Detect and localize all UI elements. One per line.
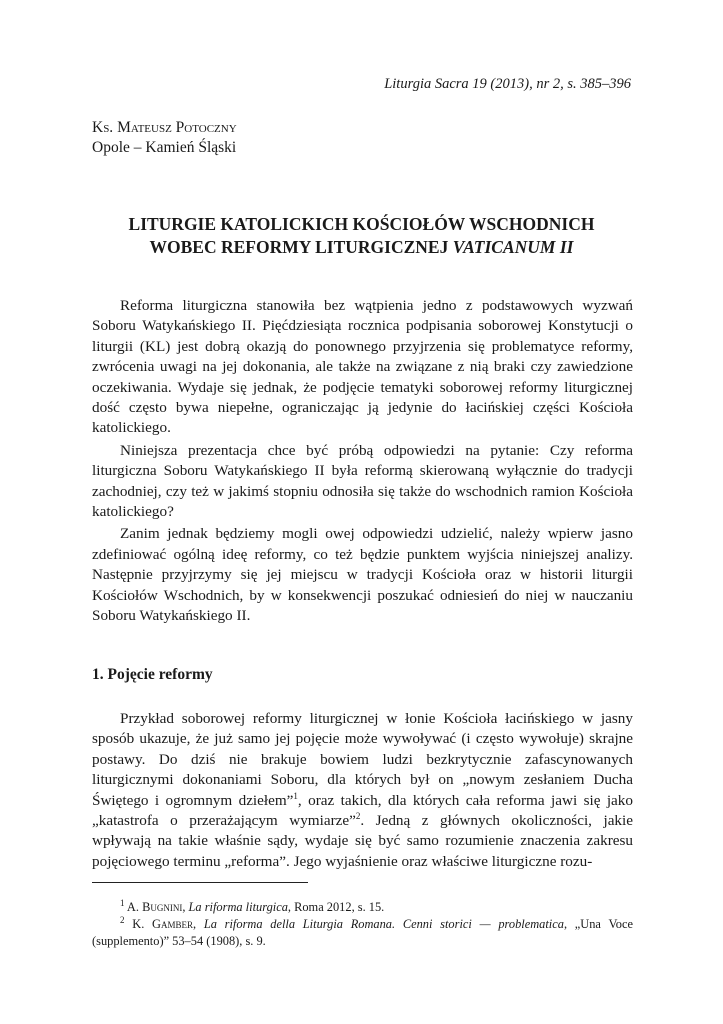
journal-citation: Liturgia Sacra 19 (2013), nr 2, s. 385–396 bbox=[384, 76, 631, 92]
section-body bbox=[92, 709, 633, 872]
author-name: Ks. Mateusz Potoczny bbox=[92, 119, 237, 136]
paragraph: Przykład soborowej reformy liturgicznej w łonie Kościoła łacińskiego w jasny sposób ukazuje, że już samo jej pojęcie może wywoływać (i często wywołuje) skrajne postawy. Do dziś nie brakuje bowiem ludzi bezkrytycznie zafascynowanych liturgicznymi dokonaniami Soboru, dla których był on „nowym zesłaniem Ducha Świętego i ogromnym dziełem”$^1$, oraz takich, dla których cała reforma jawi się jako „katastrofa o przerażającym wymiarze”$^2$. Jedną z głównych okoliczności, jakie wpływają na takie właśnie sądy, wydaje się być samo rozumienie znaczenia zakresu pojęciowego terminu „reforma”. Jego wyjaśnienie oraz właściwe liturgiczne rozu- bbox=[92, 710, 633, 870]
author-affiliation: Opole – Kamień Śląski bbox=[92, 139, 237, 156]
footnote: $^2$ K. Gamber, La riforma della Liturgia Romana. Cenni storici — problematica, „Una Voce (supplemento)” 53–54 (1908), s. 9. bbox=[92, 914, 633, 948]
article-title bbox=[60, 213, 663, 259]
author-block bbox=[92, 118, 237, 158]
section-heading: 1. Pojęcie reformy bbox=[92, 666, 213, 683]
paragraph: Reforma liturgiczna stanowiła bez wątpienia jedno z podstawowych wyzwań Soboru Watykańskiego II. Pięćdziesiąta rocznica podpisania soborowej Konstytucji o liturgii (KL) jest dobrą okazją do ponownego przyjrzenia się problematyce reformy, zwrócenia uwagi na jej dokonania, ale także na związane z nią braki czy zawiedzione oczekiwania. Wydaje się jednak, że podjęcie tematyki soborowej reformy liturgicznej dość często bywa niepełne, ograniczając ją jedynie do łacińskiej części Kościoła katolickiego. bbox=[92, 297, 633, 437]
title-line-2: WOBEC REFORMY LITURGICZNEJ VATICANUM II bbox=[149, 237, 574, 257]
paragraph: Zanim jednak będziemy mogli owej odpowiedzi udzielić, należy wpierw jasno zdefiniować ogólną ideę reformy, co też będzie punktem wyjścia niniejszej analizy. Następnie przyjrzymy się jej miejscu w tradycji Kościoła oraz w historii liturgii Kościołów Wschodnich, by w konsekwencji poszukać odniesień do niej w nauczaniu Soboru Watykańskiego II. bbox=[92, 525, 633, 625]
title-line-1: LITURGIE KATOLICKICH KOŚCIOŁÓW WSCHODNICH bbox=[128, 214, 595, 234]
intro-body bbox=[92, 296, 633, 627]
footnote-divider bbox=[92, 882, 308, 883]
footnote-ref[interactable]: 1 bbox=[293, 790, 298, 801]
footnote-ref[interactable]: 2 bbox=[355, 810, 361, 821]
footnote: $^1$ A. Bugnini, La riforma liturgica, Roma 2012, s. 15. bbox=[120, 897, 385, 914]
paragraph: Niniejsza prezentacja chce być próbą odpowiedzi na pytanie: Czy reforma liturgiczna Soboru Watykańskiego II była reformą skierowaną wyłącznie do tradycji zachodniej, czy też w jakimś stopniu odnosiła się także do wschodnich ramion Kościoła katolickiego? bbox=[92, 441, 633, 521]
footnotes bbox=[92, 899, 633, 950]
